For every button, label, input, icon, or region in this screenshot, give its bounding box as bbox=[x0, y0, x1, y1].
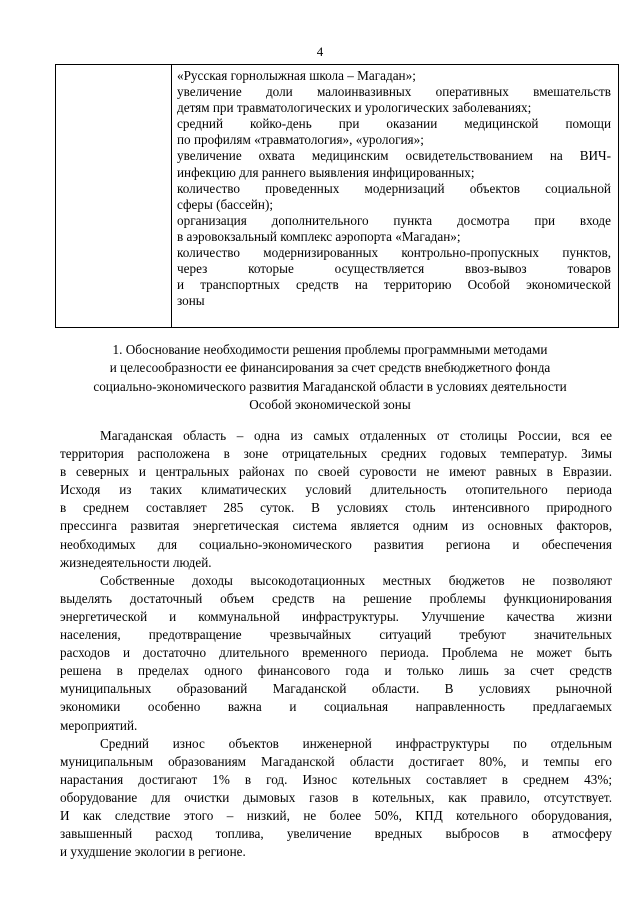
paragraph-line: прессинга развитая энергетическая система является одним из основных факторов, bbox=[60, 518, 612, 534]
paragraph-line: оборудование для очистки дымовых газов в котельных, как правило, отсутствует. bbox=[60, 789, 612, 805]
table-cell-line: детям при травматологических и урологических заболеваниях; bbox=[177, 100, 532, 116]
table-cell-line: средний койко-день при оказании медицинской помощи bbox=[177, 116, 611, 132]
paragraph-line: муниципальным образованиям Магаданской области достигает 80%, и темпы его bbox=[60, 753, 612, 769]
table-cell-line: через которые осуществляется ввоз-вывоз товаров bbox=[177, 261, 611, 277]
paragraph-line: Исходя из таких климатических условий длительность отопительного периода bbox=[60, 482, 612, 498]
page-number: 4 bbox=[316, 44, 324, 59]
paragraph-line: в северных и центральных районах по своей суровости не имеют равных в Евразии. bbox=[60, 464, 612, 480]
table-cell-line: по профилям «травматология», «урология»; bbox=[177, 132, 424, 148]
paragraph-line: муниципальных образований Магаданской области. В условиях рыночной bbox=[60, 681, 612, 697]
paragraph-line: решена в пределах одного финансового года и только лишь за счет средств bbox=[60, 663, 612, 679]
table-cell-line: «Русская горнолыжная школа – Магадан»; bbox=[177, 68, 416, 83]
table-right-cell bbox=[177, 68, 611, 309]
table-column-divider bbox=[171, 65, 172, 327]
heading-line: социально-экономического развития Магаданской области в условиях деятельности bbox=[93, 378, 567, 394]
table-cell-line: увеличение охвата медицинским освидетельствованием на ВИЧ- bbox=[177, 148, 611, 164]
heading-line: Особой экономической зоны bbox=[249, 396, 411, 412]
table-cell-line: и транспортных средств на территорию Особой экономической bbox=[177, 277, 611, 293]
heading-line: и целесообразности ее финансирования за счет средств внебюджетного фонда bbox=[109, 360, 551, 376]
table-cell-line: количество проведенных модернизаций объектов социальной bbox=[177, 180, 611, 196]
table-cell-line: инфекцию для раннего выявления инфицированных; bbox=[177, 164, 475, 180]
section-heading bbox=[40, 341, 620, 414]
paragraph-line: завышенный расход топлива, увеличение вредных выбросов в атмосферу bbox=[60, 826, 612, 842]
paragraph-line: Магаданская область – одна из самых отдаленных от столицы России, вся ее bbox=[100, 428, 612, 443]
paragraph-line: населения, предотвращение чрезвычайных ситуаций требуют значительных bbox=[60, 627, 612, 643]
heading-line: 1. Обоснование необходимости решения проблемы программными методами bbox=[112, 342, 548, 357]
paragraph-line: необходимых для социально-экономического развития региона и обеспечения bbox=[60, 536, 612, 552]
indicators-table bbox=[55, 64, 619, 328]
paragraph-line: расходов и достаточно длительного временного периода. Проблема не может быть bbox=[60, 645, 612, 661]
table-cell-line: организация дополнительного пункта досмотра при входе bbox=[177, 212, 611, 228]
paragraph-line: энергетической и коммунальной инфраструктуры. Улучшение качества жизни bbox=[60, 608, 612, 624]
paragraph-line: и ухудшение экологии в регионе. bbox=[60, 844, 246, 860]
table-cell-line: зоны bbox=[177, 293, 205, 309]
paragraph-line: территория расположена в зоне отрицательных средних годовых температур. Зимы bbox=[60, 446, 612, 462]
table-cell-line: увеличение доли малоинвазивных оперативных вмешательств bbox=[177, 84, 611, 100]
paragraph-line: нарастания достигают 1% в год. Износ котельных составляет в среднем 43%; bbox=[60, 771, 612, 787]
paragraph-line: И как следствие этого – низкий, не более 50%, КПД котельного оборудования, bbox=[60, 807, 612, 823]
table-cell-line: количество модернизированных контрольно-пропускных пунктов, bbox=[177, 245, 611, 261]
table-cell-line: в аэровокзальный комплекс аэропорта «Магадан»; bbox=[177, 228, 461, 244]
paragraph-line: мероприятий. bbox=[60, 717, 138, 733]
paragraph-line: Собственные доходы высокодотационных местных бюджетов не позволяют bbox=[100, 572, 612, 588]
paragraph-line: в среднем составляет 285 суток. В условиях столь интенсивного природного bbox=[60, 500, 612, 516]
paragraph-line: Средний износ объектов инженерной инфраструктуры по отдельным bbox=[100, 735, 612, 751]
paragraph-line: выделять достаточный объем средств на решение проблемы функционирования bbox=[60, 590, 612, 606]
paragraph-line: экономики особенно важна и социальная направленность предлагаемых bbox=[60, 699, 612, 715]
paragraph-line: жизнедеятельности людей. bbox=[60, 554, 212, 570]
body-text bbox=[60, 427, 612, 861]
table-cell-line: сферы (бассейн); bbox=[177, 196, 274, 212]
